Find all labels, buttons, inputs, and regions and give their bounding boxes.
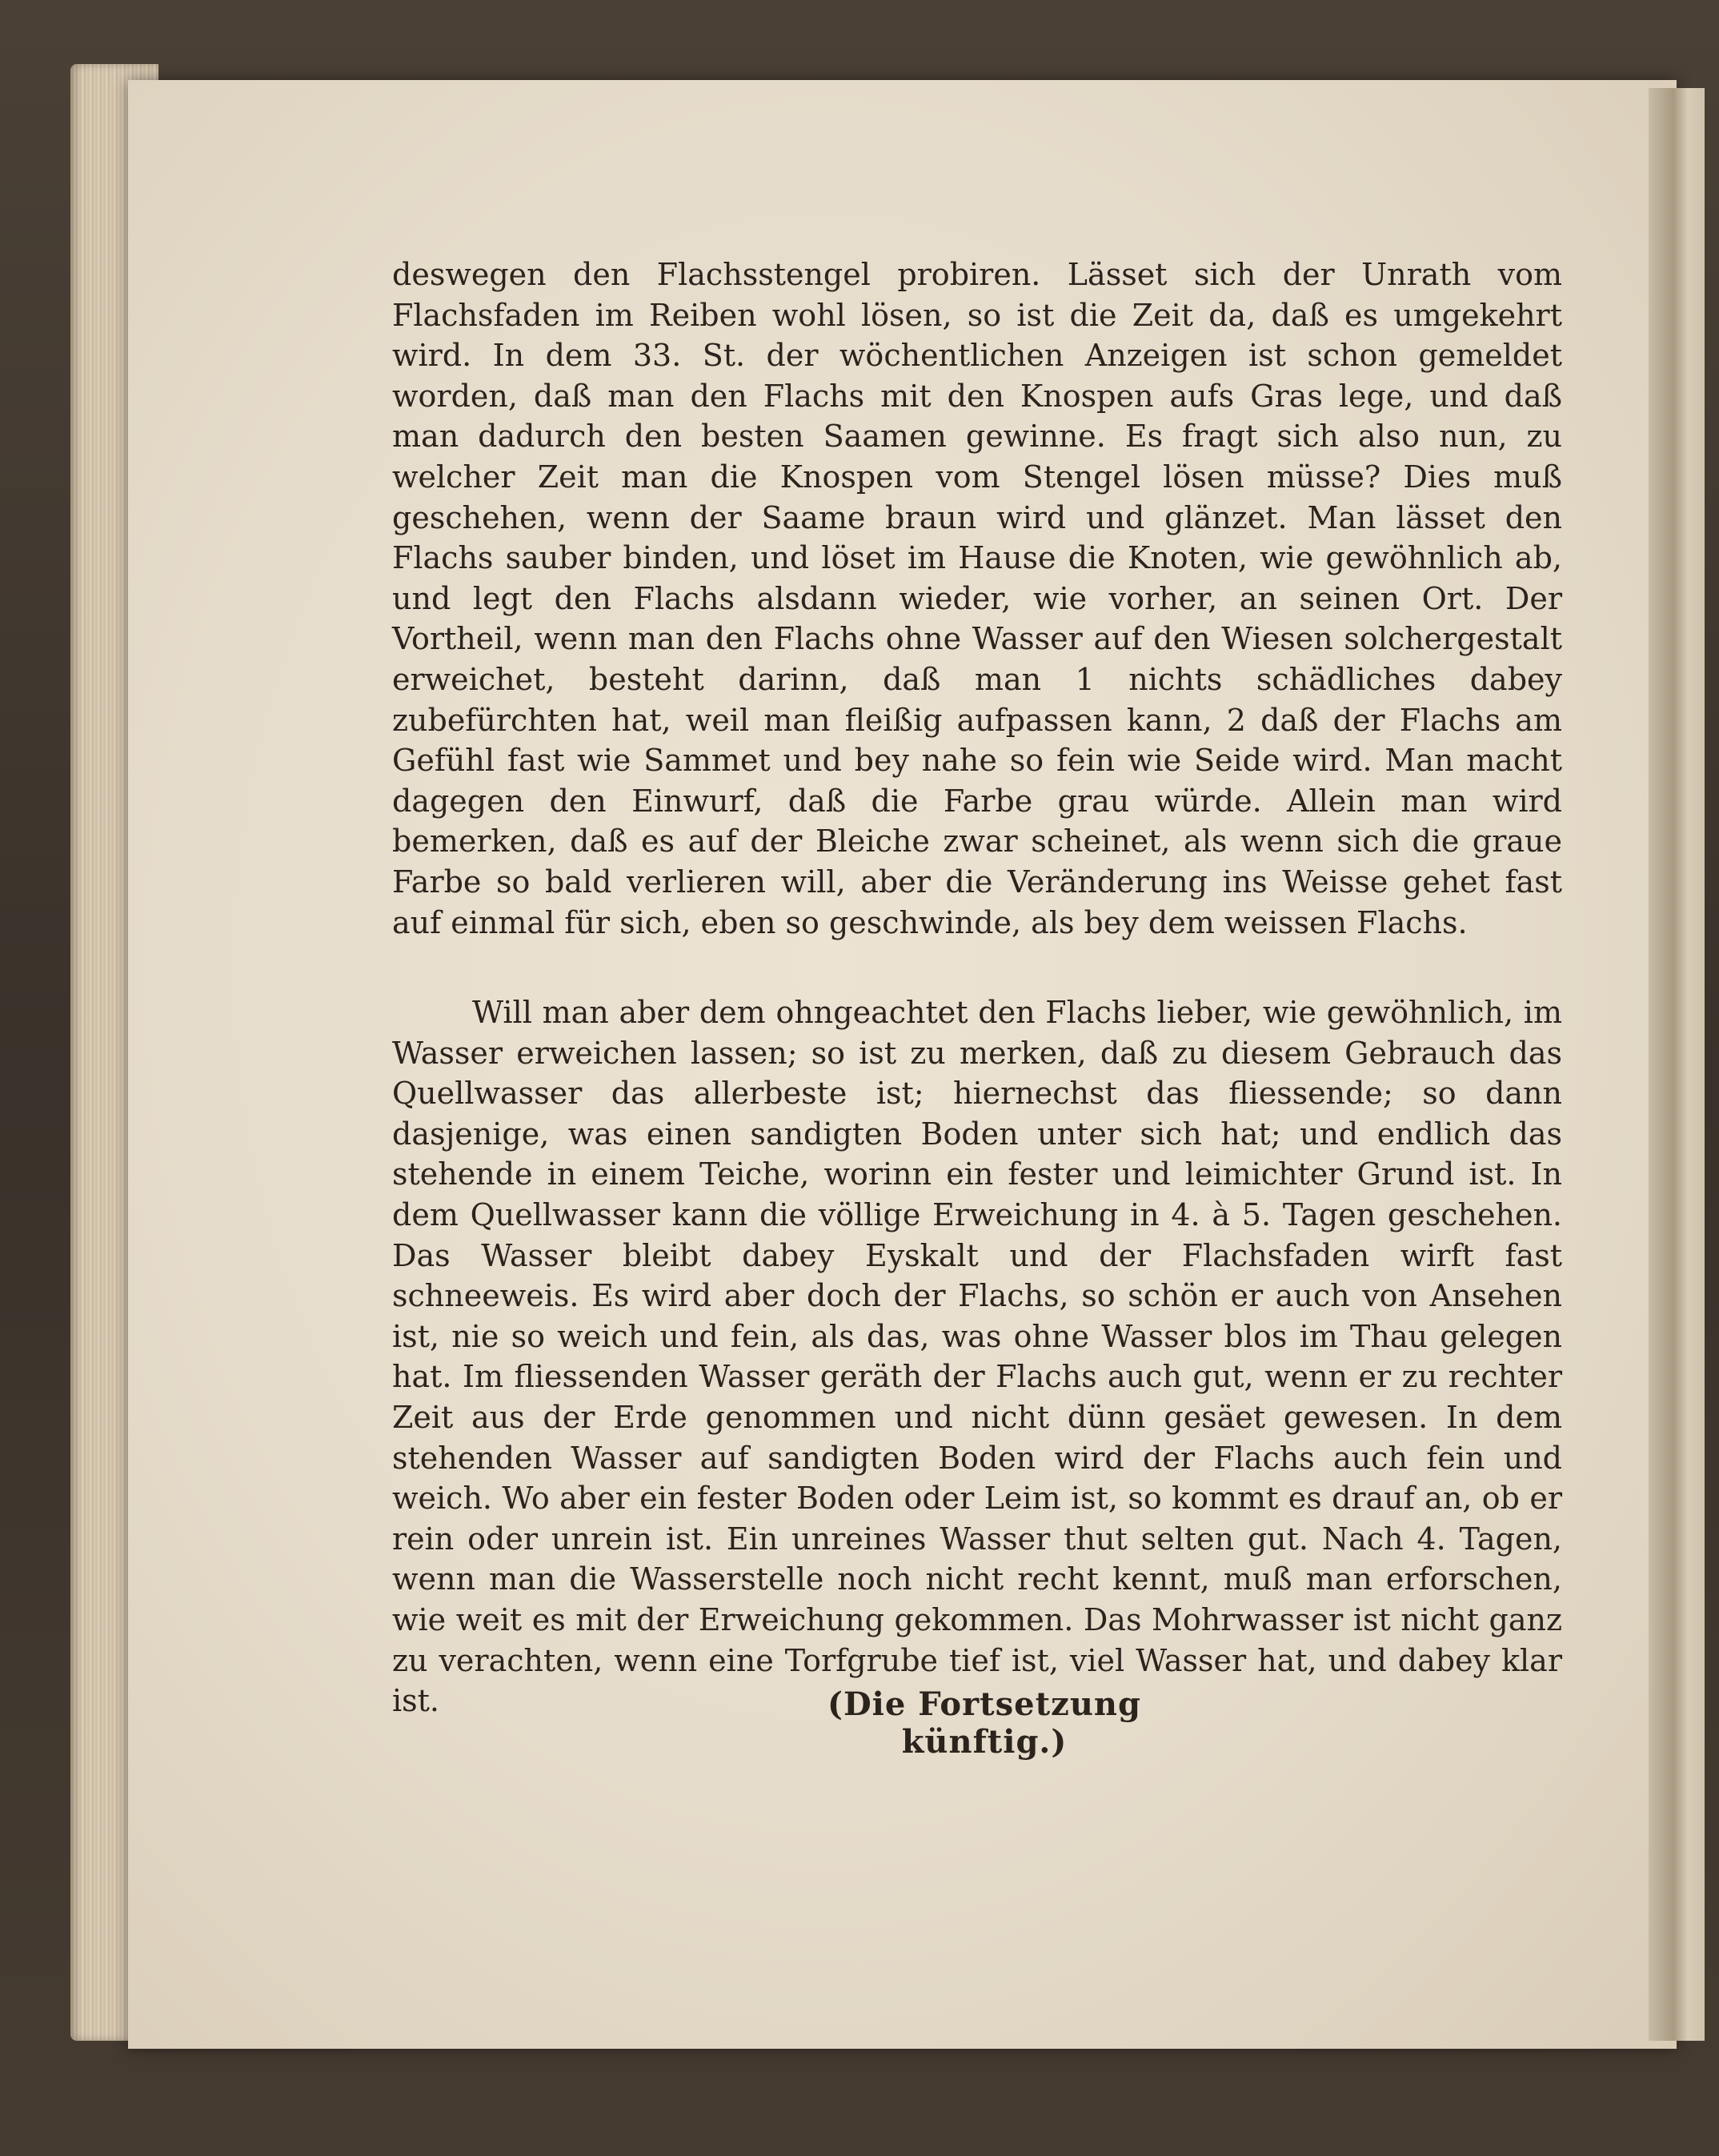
paragraph-1: deswegen den Flachsstengel probiren. Lässet sich der Unrath vom Flachsfaden im Reiben wohl lösen, so ist die Zeit da, daß es umgekehrt wird. In dem 33. St. der wöchentlichen Anzeigen ist schon gemeldet worden, daß man den Flachs mit den Knospen aufs Gras lege, und daß man dadurch den besten Saamen gewinne. Es fragt sich also nun, zu welcher Zeit man die Knospen vom Stengel lösen müsse? Dies muß geschehen, wenn der Saame braun wird und glänzet. Man lässet den Flachs sauber binden, und löset im Hause die Knoten, wie gewöhnlich ab, und legt den Flachs alsdann wieder, wie vorher, an seinen Ort. Der Vortheil, wenn man den Flachs ohne Wasser auf den Wiesen solchergestalt erweichet, besteht darinn, daß man 1 nichts schädliches dabey zubefürchten hat, weil man fleißig aufpassen kann, 2 daß der Flachs am Gefühl fast wie Sammet und bey nahe so fein wie Seide wird. Man macht dagegen den Einwurf, daß die Farbe grau würde. Allein man wird bemerken, daß es auf der Bleiche zwar scheinet, als wenn sich die graue Farbe so bald verlieren will, aber die Veränderung ins Weisse gehet fast auf einmal für sich, eben so geschwinde, als bey dem weissen Flachs. (392, 257, 1562, 940)
paragraph-2: Will man aber dem ohngeachtet den Flachs lieber, wie gewöhnlich, im Wasser erweichen lassen; so ist zu merken, daß zu diesem Gebrauch das Quellwasser das allerbeste ist; hiernechst das fliessende; so dann dasjenige, was einen sandigten Boden unter sich hat; und endlich das stehende in einem Teiche, worinn ein fester und leimichter Grund ist. In dem Quellwasser kann die völlige Erweichung in 4. à 5. Tagen geschehen. Das Wasser bleibt dabey Eyskalt und der Flachsfaden wirft fast schneeweis. Es wird aber doch der Flachs, so schön er auch von Ansehen ist, nie so weich und fein, als das, was ohne Wasser blos im Thau gelegen hat. Im fliessenden Wasser geräth der Flachs auch gut, wenn er zu rechter Zeit aus der Erde genommen und nicht dünn gesäet gewesen. In dem stehenden Wasser auf sandigten Boden wird der Flachs auch fein und weich. Wo aber ein fester Boden oder Leim ist, so kommt es drauf an, ob er rein oder unrein ist. Ein unreines Wasser thut selten gut. Nach 4. Tagen, wenn man die Wasserstelle noch nicht recht kennt, muß man erforschen, wie weit es mit der Erweichung gekommen. Das Mohrwasser ist nicht ganz zu verachten, wenn eine Torfgrube tief ist, viel Wasser hat, und dabey klar ist. (392, 995, 1562, 1719)
book-gutter (1649, 88, 1705, 2041)
page-text (392, 254, 1562, 1721)
continuation-note: (Die Fortsetzung künftig.) (827, 1685, 1141, 1761)
paragraph-gap (392, 943, 1562, 992)
